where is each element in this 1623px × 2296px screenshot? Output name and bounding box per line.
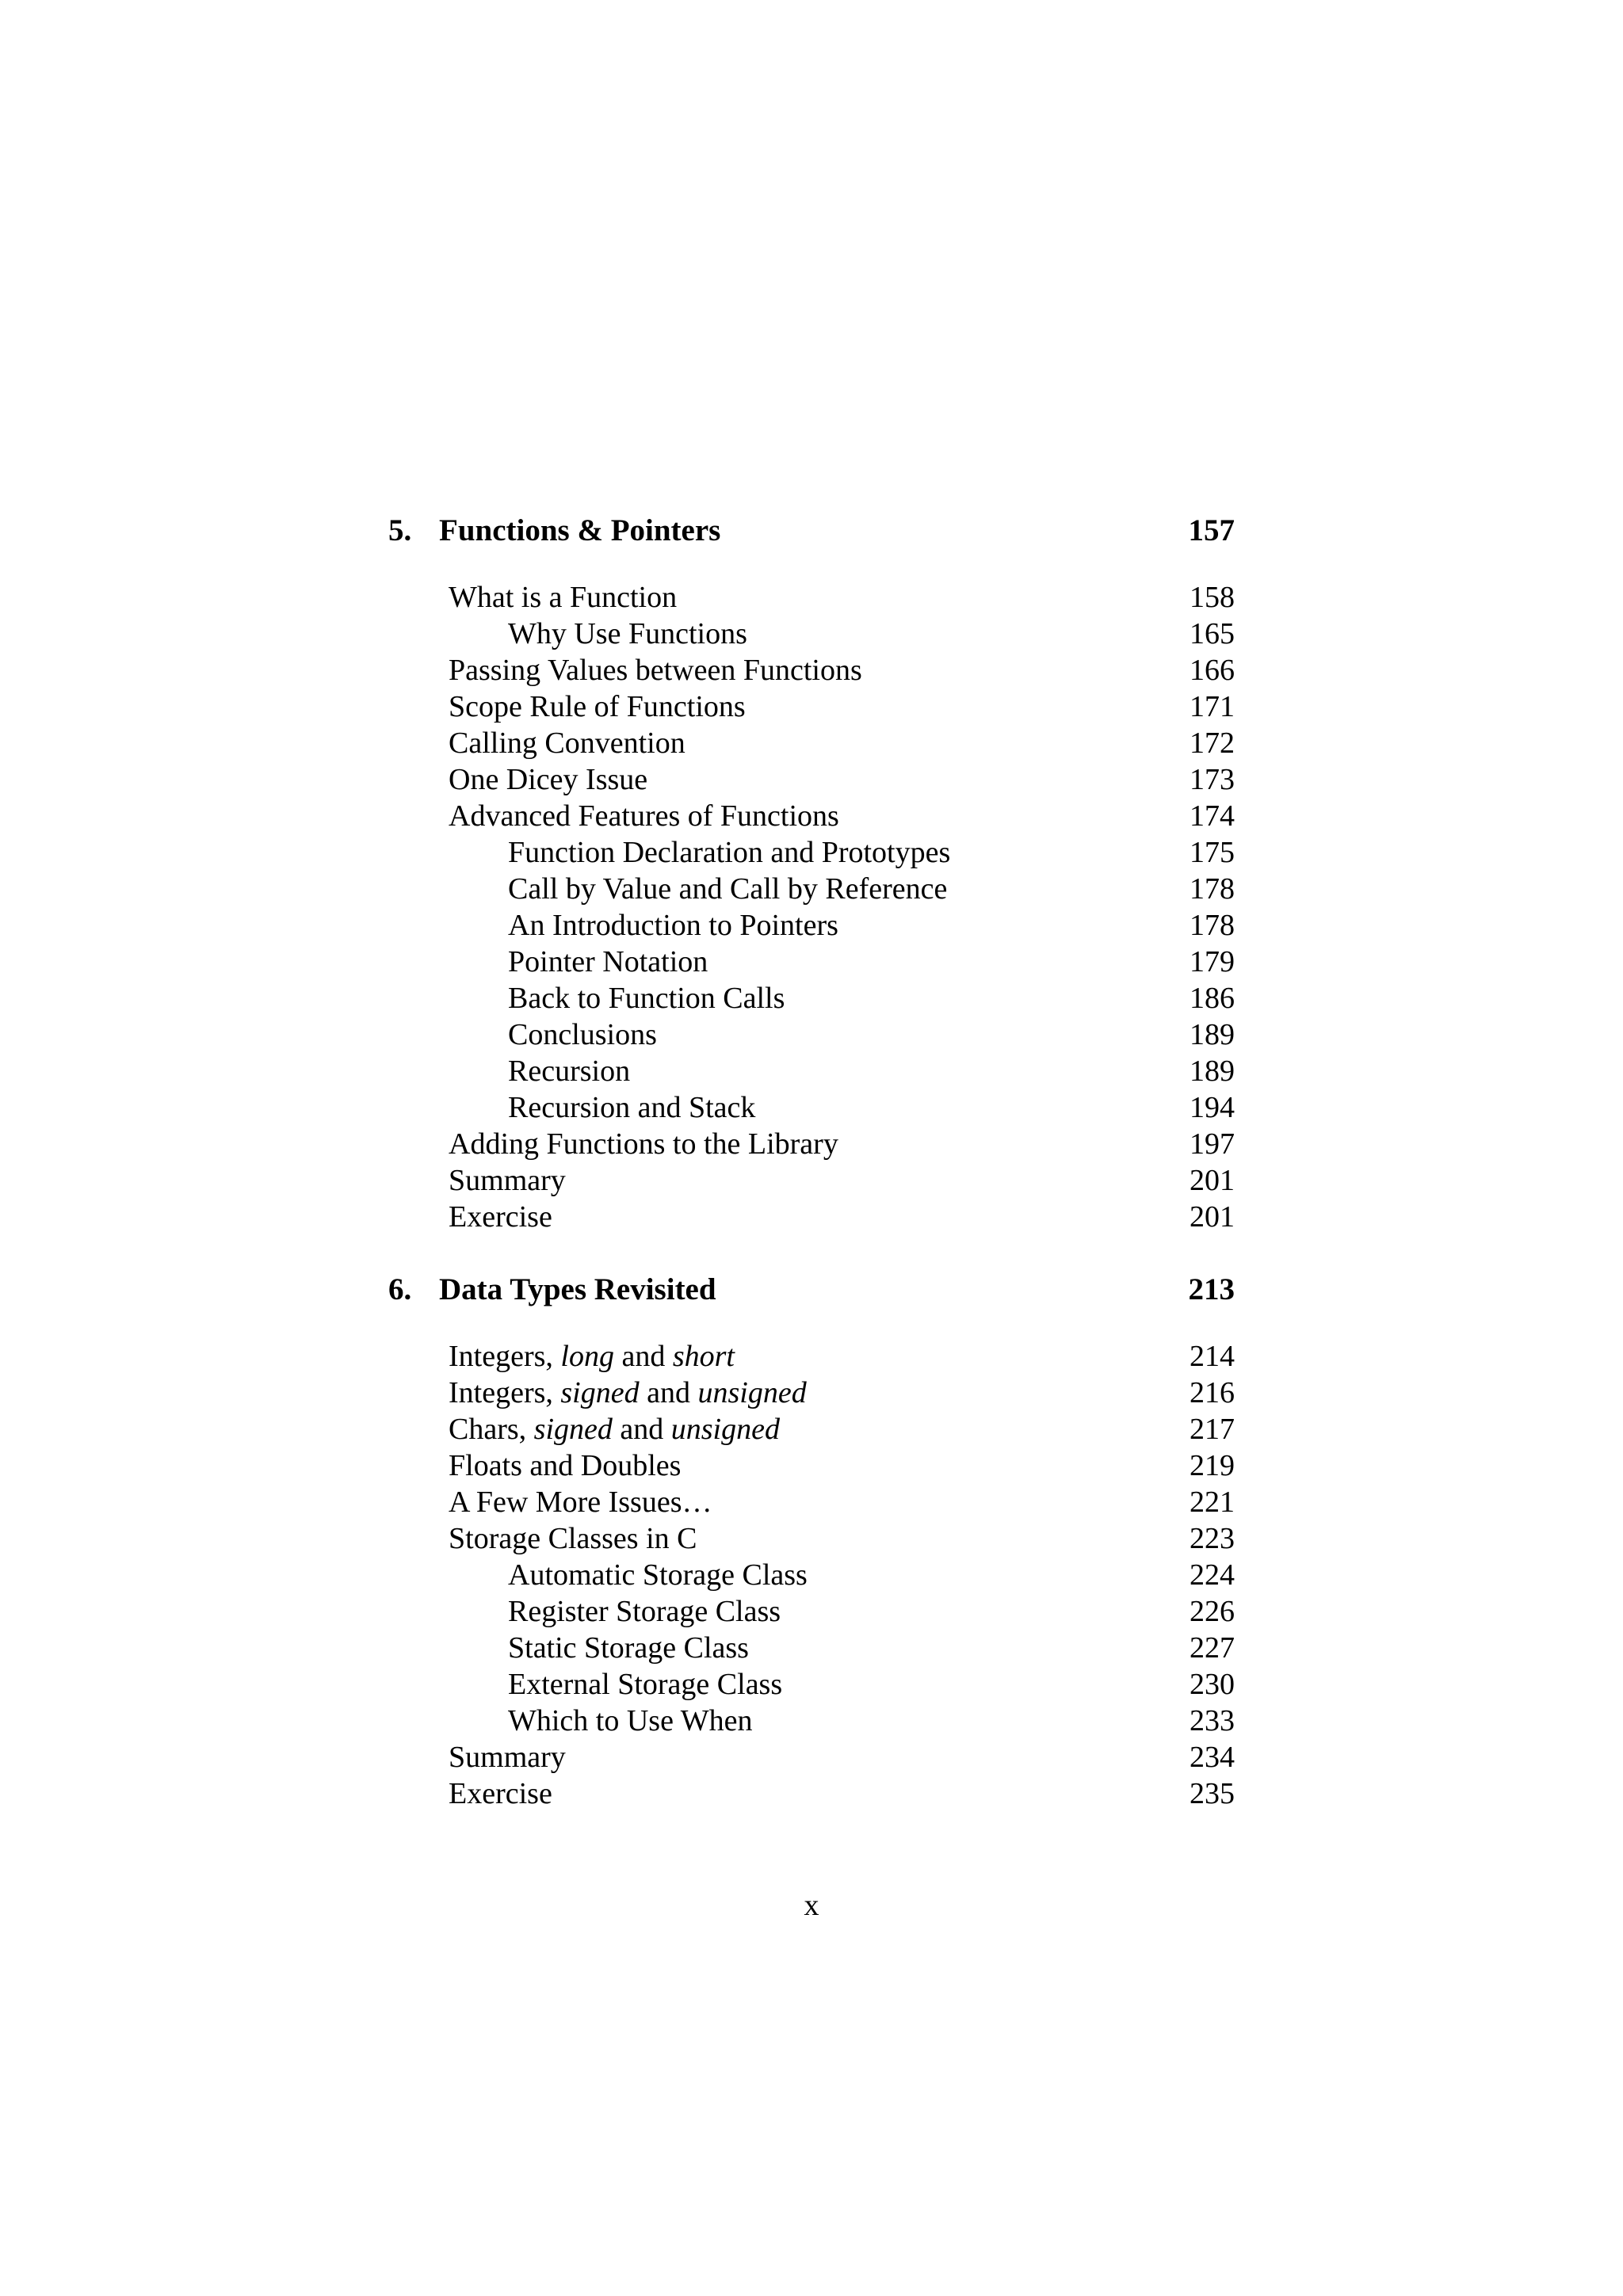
toc-entry-title-italic: long xyxy=(560,1340,614,1373)
toc-entry-title: Recursion and Stack xyxy=(508,1091,756,1124)
toc-entry-title: Automatic Storage Class xyxy=(508,1558,808,1592)
chapter-page-number: 213 xyxy=(1188,1272,1235,1306)
toc-entry-page-number: 194 xyxy=(1190,1091,1235,1124)
toc-entry-page-number: 189 xyxy=(1190,1018,1235,1051)
toc-entry-title xyxy=(449,1411,780,1447)
toc-entry-page-number: 201 xyxy=(1190,1164,1235,1197)
toc-entry-title-italic: signed xyxy=(533,1413,613,1446)
toc-entry-title: Conclusions xyxy=(508,1018,657,1051)
toc-entry-page-number: 214 xyxy=(1190,1340,1235,1373)
toc-entry-title: An Introduction to Pointers xyxy=(508,909,838,942)
toc-entry-title: Calling Convention xyxy=(449,727,685,760)
toc-entry-page-number: 172 xyxy=(1190,727,1235,760)
toc-entry xyxy=(387,1338,1235,1375)
chapter-page-number: 157 xyxy=(1188,513,1235,547)
chapter-entries xyxy=(387,579,1235,1235)
toc-entry-page-number: 165 xyxy=(1190,617,1235,650)
toc-entry xyxy=(387,907,1235,944)
page-folio: x xyxy=(804,1889,819,1922)
toc-entry xyxy=(387,761,1235,798)
toc-entry xyxy=(387,688,1235,725)
toc-entry xyxy=(387,1447,1235,1484)
toc-entry xyxy=(387,1484,1235,1520)
toc-entry-page-number: 189 xyxy=(1190,1055,1235,1088)
chapter-heading xyxy=(387,1270,1235,1310)
toc-entry-page-number: 178 xyxy=(1190,909,1235,942)
toc-entry-title: Pointer Notation xyxy=(508,945,708,978)
toc-entry xyxy=(387,1703,1235,1739)
toc-entry-page-number: 233 xyxy=(1190,1704,1235,1737)
toc-entry-title: Function Declaration and Prototypes xyxy=(508,836,951,869)
toc-entry-title: Summary xyxy=(449,1741,566,1774)
toc-entry-title: Exercise xyxy=(449,1777,552,1810)
toc-entry-page-number: 226 xyxy=(1190,1595,1235,1628)
toc-entry xyxy=(387,1162,1235,1199)
toc-entry-page-number: 235 xyxy=(1190,1777,1235,1810)
toc-entry-title: Call by Value and Call by Reference xyxy=(508,872,948,906)
toc-entry xyxy=(387,1739,1235,1775)
toc-entry xyxy=(387,1016,1235,1053)
toc-entry-title: What is a Function xyxy=(449,581,678,614)
toc-entry-page-number: 158 xyxy=(1190,581,1235,614)
toc-entry xyxy=(387,944,1235,980)
toc-entry xyxy=(387,1520,1235,1557)
toc-entry-page-number: 230 xyxy=(1190,1668,1235,1701)
toc-entry-page-number: 173 xyxy=(1190,763,1235,796)
toc-entry xyxy=(387,1630,1235,1666)
toc-entry-title-text: Integers, xyxy=(449,1340,561,1373)
toc-entry-title: Back to Function Calls xyxy=(508,982,785,1015)
toc-entry xyxy=(387,1126,1235,1162)
toc-entry xyxy=(387,652,1235,688)
toc-entry-title: One Dicey Issue xyxy=(449,763,648,796)
toc-entry-title: Register Storage Class xyxy=(508,1595,781,1628)
toc-entry xyxy=(387,1199,1235,1235)
toc-entry-page-number: 227 xyxy=(1190,1631,1235,1665)
toc-entry-page-number: 201 xyxy=(1190,1200,1235,1234)
toc-entry-title: A Few More Issues… xyxy=(449,1486,712,1519)
toc-entry xyxy=(387,1557,1235,1593)
toc-entry-title xyxy=(449,1338,735,1375)
toc-entry xyxy=(387,1053,1235,1089)
toc-entry-page-number: 171 xyxy=(1190,690,1235,723)
toc-entry-title: Which to Use When xyxy=(508,1704,753,1737)
toc-entry-title-italic: unsigned xyxy=(670,1413,780,1446)
toc-entry-page-number: 166 xyxy=(1190,654,1235,687)
toc-entry-title-italic: signed xyxy=(560,1376,640,1409)
toc-entry-title-text: and xyxy=(613,1340,673,1373)
toc-entry xyxy=(387,725,1235,761)
toc-entry xyxy=(387,1593,1235,1630)
toc-entry-page-number: 178 xyxy=(1190,872,1235,906)
chapter-6-section xyxy=(387,1270,1235,1812)
toc-entry xyxy=(387,1089,1235,1126)
toc-entry-page-number: 234 xyxy=(1190,1741,1235,1774)
toc-entry-title: Adding Functions to the Library xyxy=(449,1127,838,1161)
toc-entry-page-number: 197 xyxy=(1190,1127,1235,1161)
toc-entry-page-number: 186 xyxy=(1190,982,1235,1015)
toc-entry-title-text: Integers, xyxy=(449,1376,561,1409)
toc-entry-title: Exercise xyxy=(449,1200,552,1234)
toc-entry-page-number: 221 xyxy=(1190,1486,1235,1519)
toc-entry-title: Recursion xyxy=(508,1055,631,1088)
chapter-heading xyxy=(387,511,1235,551)
toc-entry-title: Passing Values between Functions xyxy=(449,654,862,687)
chapter-5-section xyxy=(387,511,1235,1235)
toc-entry xyxy=(387,980,1235,1016)
toc-entry-title: Why Use Functions xyxy=(508,617,747,650)
chapter-title: Functions & Pointers xyxy=(439,513,721,547)
toc-entry xyxy=(387,1666,1235,1703)
toc-entry xyxy=(387,871,1235,907)
chapter-number: 6. xyxy=(388,1272,412,1306)
toc-entry-title: Floats and Doubles xyxy=(449,1449,682,1482)
toc-entry-title: Scope Rule of Functions xyxy=(449,690,746,723)
toc-entry-title: External Storage Class xyxy=(508,1668,783,1701)
toc-entry-title-italic: unsigned xyxy=(697,1376,807,1409)
toc-entry-title-text: and xyxy=(639,1376,698,1409)
toc-entry-page-number: 224 xyxy=(1190,1558,1235,1592)
toc-entry-title-text: Chars, xyxy=(449,1413,534,1446)
toc-entry xyxy=(387,834,1235,871)
chapter-entries xyxy=(387,1338,1235,1812)
toc-entry-title: Advanced Features of Functions xyxy=(449,799,839,833)
chapter-number: 5. xyxy=(388,513,412,547)
toc-entry-title-text: and xyxy=(612,1413,671,1446)
chapter-title: Data Types Revisited xyxy=(439,1272,716,1306)
toc-entry-page-number: 219 xyxy=(1190,1449,1235,1482)
toc-entry-page-number: 223 xyxy=(1190,1522,1235,1555)
toc-entry-page-number: 217 xyxy=(1190,1413,1235,1446)
toc-entry xyxy=(387,616,1235,652)
toc-entry-title: Static Storage Class xyxy=(508,1631,749,1665)
toc-entry-title: Summary xyxy=(449,1164,566,1197)
toc-entry-page-number: 216 xyxy=(1190,1376,1235,1409)
toc-entry-title-italic: short xyxy=(672,1340,735,1373)
toc-entry-page-number: 175 xyxy=(1190,836,1235,869)
toc-entry xyxy=(387,1411,1235,1447)
toc-entry xyxy=(387,1375,1235,1411)
toc-entry-title: Storage Classes in C xyxy=(449,1522,697,1555)
toc-entry xyxy=(387,1775,1235,1812)
toc-entry-page-number: 174 xyxy=(1190,799,1235,833)
toc-entry-page-number: 179 xyxy=(1190,945,1235,978)
toc-entry xyxy=(387,798,1235,834)
toc-entry xyxy=(387,579,1235,616)
toc-entry-title xyxy=(449,1375,807,1411)
